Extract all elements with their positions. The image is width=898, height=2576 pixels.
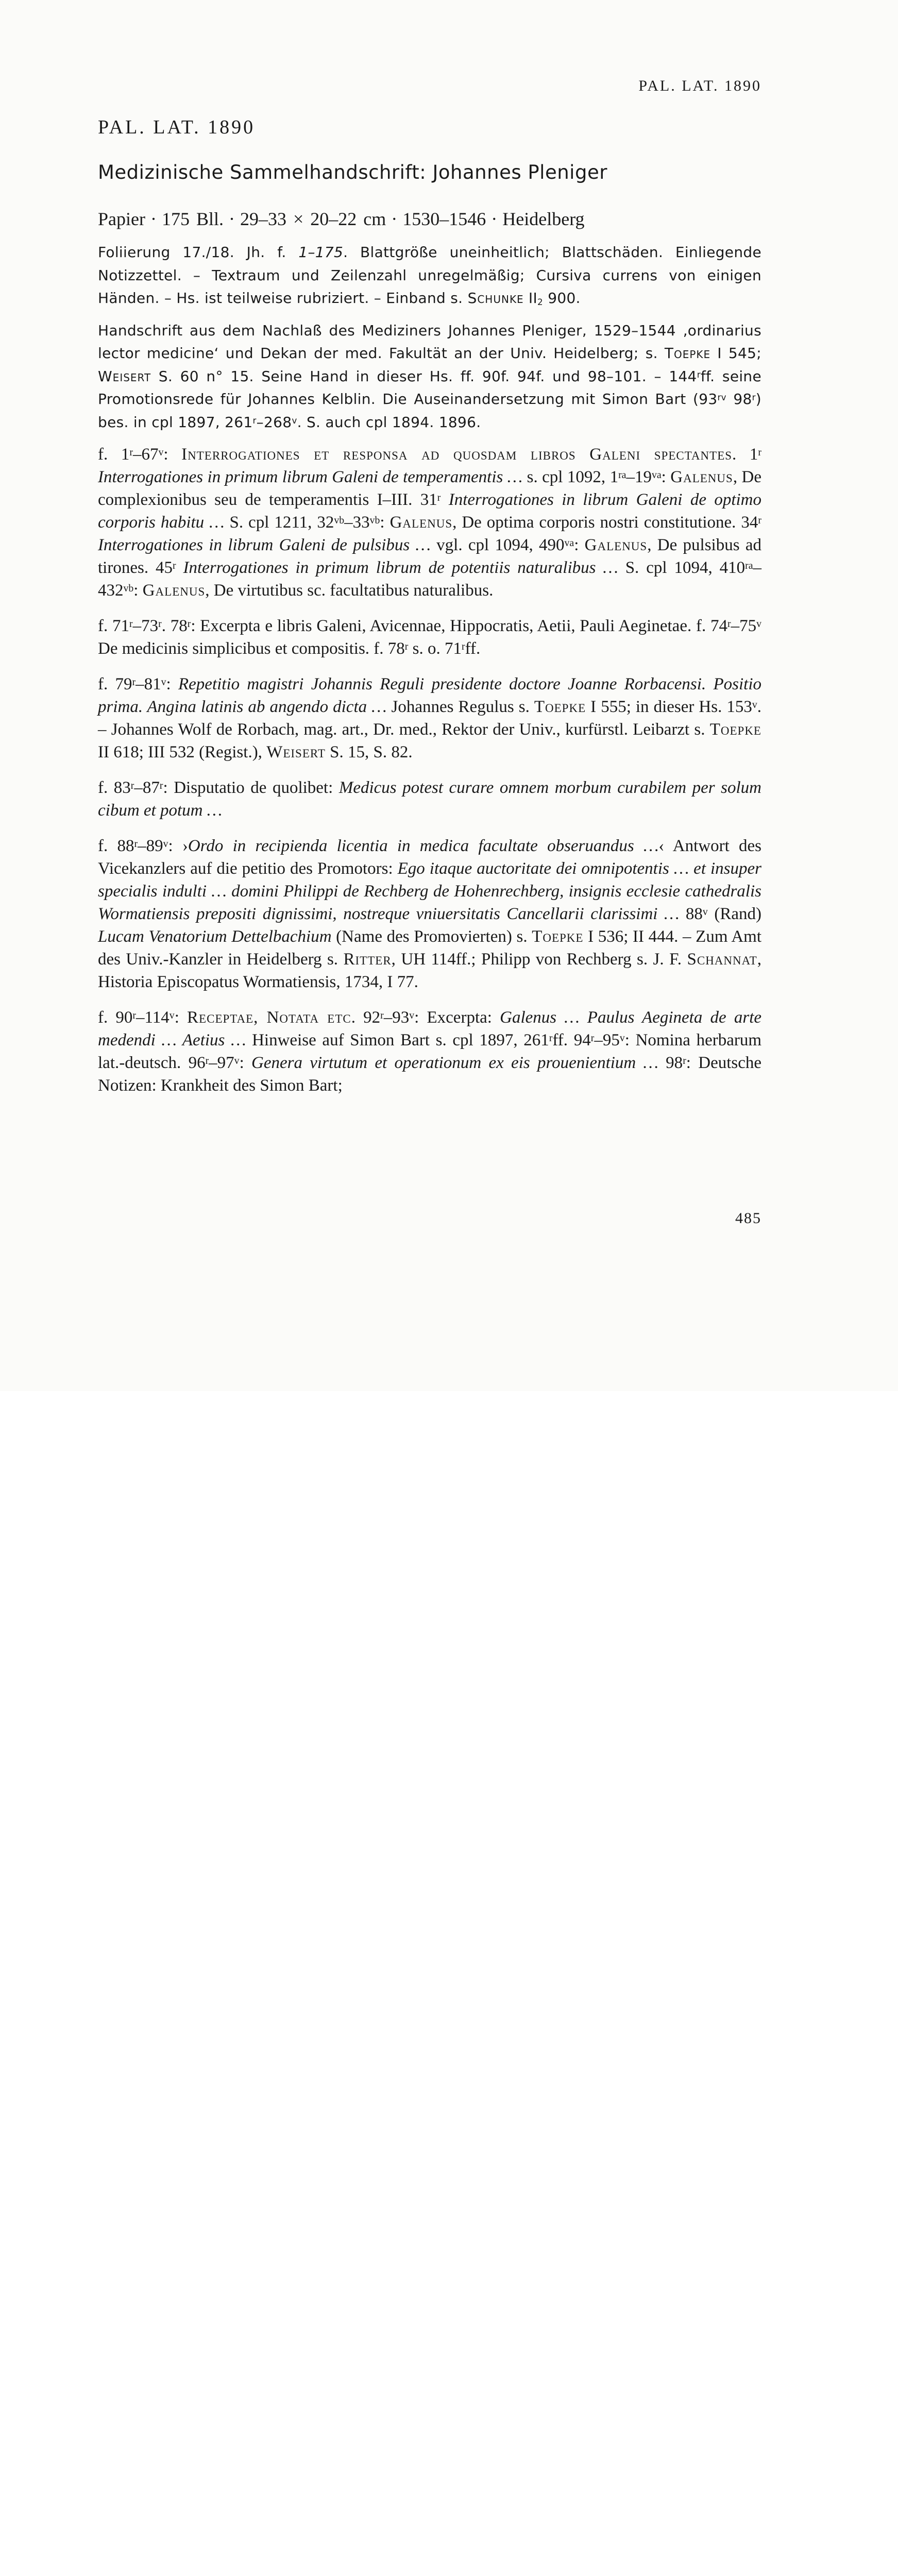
text-run: : Excerpta e libris Galeni, Avicennae, Hippocratis, Aetii, Pauli Aeginetae. f. 74 (191, 617, 728, 635)
folio-superscript: r (205, 1055, 209, 1067)
text-run: . 92 (351, 1008, 381, 1027)
italic-text: Interrogationes in librum Galeni de optimo corporis habitu … (98, 490, 762, 532)
text-run: : Excerpta: (414, 1008, 500, 1027)
leaf-count: 175 Bll. (161, 209, 224, 229)
text-run: –81 (135, 675, 161, 693)
folio-superscript: r (380, 1010, 384, 1022)
text-run: –19 (626, 468, 652, 486)
folio-superscript: v (756, 618, 761, 630)
folio-superscript: v (158, 447, 164, 459)
place: Heidelberg (502, 209, 585, 229)
folio-superscript: v (169, 1010, 175, 1022)
text-run: –67 (132, 445, 159, 464)
text-run: 900. (543, 290, 581, 307)
text-run: S. 15, S. 82. (325, 743, 413, 761)
folio-superscript: r (129, 447, 133, 459)
small-caps-reference: Interrogationes et responsa ad quosdam libros Galeni spectantes (181, 445, 733, 464)
text-run: : (166, 675, 178, 693)
folio-superscript: r (549, 1032, 553, 1044)
text-run: : Deutsche Notizen: Krankheit des Simon Bart; (98, 1054, 762, 1095)
text-run: , UH 114ff.; Philipp von Rechberg s. J. F. (391, 950, 687, 969)
text-run: I 536; II 444. – Zum Amt des Univ.-Kanzler in Heidelberg s. (98, 927, 761, 969)
separator: · (150, 209, 157, 229)
small-caps-reference: Ritter (343, 950, 392, 969)
text-run: ‹ Antwort des Vicekanzlers auf die petitio des Promotors: (98, 837, 761, 878)
text-run: 88 (679, 905, 703, 923)
content-paragraph-4 (98, 776, 761, 822)
text-run: , De pulsibus ad tirones. 45 (98, 536, 761, 577)
folio-superscript: v (409, 1010, 415, 1022)
text-run: s. o. 71 (408, 639, 462, 658)
folio-superscript: v (619, 1032, 625, 1044)
folio-superscript: r (132, 676, 136, 688)
italic-text: Ordo in recipienda licentia in medica facultate obseruandus … (188, 837, 659, 855)
material: Papier (98, 209, 145, 229)
small-caps-reference: Receptae, Notata etc (187, 1008, 351, 1027)
folio-superscript: v (702, 906, 708, 918)
text-run: (Name des Promovierten) s. (331, 927, 532, 946)
folio-superscript: ra (618, 469, 626, 481)
text-run: ff. 94 (552, 1031, 591, 1049)
text-run: –73 (132, 617, 159, 635)
text-run: 98 (658, 1054, 683, 1072)
provenance-paragraph (98, 319, 761, 434)
italic-text: Galenus … Paulus Aegineta de arte medendi … Aetius … (98, 1008, 762, 1049)
text-run: I 555; in dieser Hs. 153 (586, 698, 752, 716)
folio-superscript: r (758, 515, 761, 527)
folio-superscript: ra (745, 560, 753, 572)
dimensions: 29–33 × 20–22 cm (240, 209, 386, 229)
folio-superscript: vb (123, 583, 134, 595)
folio-superscript: r (404, 641, 409, 653)
text-run: S. 60 n° 15. Seine Hand in dieser Hs. ff. 90f. 94f. und 98–101. – 144 (151, 367, 697, 385)
folio-superscript: v (752, 699, 757, 711)
text-run: –95 (594, 1031, 620, 1049)
folio-superscript: r (758, 447, 762, 459)
text-run: II (523, 290, 538, 307)
text-run: De medicinis simplicibus et compositis. f. 78 (98, 639, 405, 658)
folio-superscript: r (132, 1010, 137, 1022)
folio-superscript: r (727, 618, 731, 630)
text-run: . S. auch cpl 1894. 1896. (297, 413, 481, 431)
italic-text: Genera virtutum et operationum ex eis prouenientium … (251, 1054, 658, 1072)
italic-text: Repetitio magistri Johannis Reguli presidente doctore Joanne Rorbacensi. Positio prima. Angina latinis ab angendo dicta … (98, 675, 761, 716)
separator: · (391, 209, 398, 229)
folio-superscript: r (130, 780, 134, 792)
manuscript-heading: Medizinische Sammelhandschrift: Johannes Pleniger (98, 161, 607, 183)
content-paragraph-6 (98, 1006, 761, 1097)
folio-superscript: r (129, 618, 133, 630)
folio-superscript: r (590, 1032, 595, 1044)
folio-superscript: r (134, 838, 138, 850)
text-run: : (661, 468, 671, 486)
small-caps-reference: Toepke (534, 698, 586, 716)
small-caps-reference: Toepke (532, 927, 584, 946)
text-run: ff. (465, 639, 481, 658)
small-caps-reference: Galenus (584, 536, 648, 554)
folio-superscript: r (252, 415, 257, 426)
content-paragraph-2 (98, 615, 761, 660)
text-run: . 78 (161, 617, 188, 635)
text-run: I 545; (710, 345, 761, 362)
text-run: –432 (98, 558, 761, 600)
catalogue-entry (98, 116, 761, 1110)
text-run: –97 (209, 1054, 234, 1072)
italic-text: Interrogationes in librum Galeni de pulsibus … (98, 536, 431, 554)
small-caps-reference: Toepke (709, 720, 761, 739)
text-run: (Rand) (707, 905, 762, 923)
text-run: Handschrift aus dem Nachlaß des Mediziners Johannes Pleniger, 1529–1544 ‚ordinarius lector medicine‘ und Dekan der med. Fakultät an der Univ. Heidelberg; s. (98, 321, 761, 362)
text-run: Johannes Regulus s. (386, 698, 534, 716)
text-run: f. 71 (98, 617, 130, 635)
subscript: 2 (537, 297, 544, 308)
small-caps-reference: Galenus (142, 581, 206, 600)
folio-superscript: r (752, 392, 756, 403)
text-run: : (239, 1054, 252, 1072)
date-range: 1530–1546 (402, 209, 486, 229)
folio-superscript: r (683, 1055, 686, 1067)
italic-text: 1–175 (298, 244, 344, 261)
text-run: , De virtutibus sc. facultatibus naturalibus. (205, 581, 494, 600)
shelfmark-title: PAL. LAT. 1890 (98, 116, 256, 138)
italic-text: Interrogationes in primum librum de potentiis naturalibus … (183, 558, 618, 577)
content-paragraph-5 (98, 835, 761, 993)
text-run: 98 (726, 391, 752, 408)
small-caps-reference: Schannat (687, 950, 757, 969)
text-run: ff. seine Promotionsrede für Johannes Kelblin. Die Auseinandersetzung mit Simon Bart (93 (98, 367, 762, 408)
small-caps-reference: Weisert (98, 367, 151, 385)
text-run: ) bes. in cpl 1897, 261 (98, 391, 761, 431)
folio-superscript: va (564, 537, 574, 549)
text-run: II 618; III 532 (Regist.), (98, 743, 267, 761)
page-number: 485 (735, 1210, 761, 1227)
text-run: . – Johannes Wolf de Rorbach, mag. art., Dr. med., Rektor der Univ., kurfürstl. Leibarzt s. (98, 698, 762, 739)
text-run: , Historia Episcopatus Wormatiensis, 1734, I 77. (98, 950, 761, 991)
folio-superscript: r (159, 780, 163, 792)
text-run: f. 83 (98, 778, 131, 797)
text-run: f. 1 (98, 445, 130, 464)
text-run: : Disputatio de quolibet: (163, 778, 339, 797)
text-run: : Nomina herbarum lat.-deutsch. 96 (98, 1031, 762, 1072)
folio-superscript: r (158, 618, 162, 630)
text-run: Hinweise auf Simon Bart s. cpl 1897, 261 (246, 1031, 549, 1049)
text-run: –87 (134, 778, 160, 797)
text-run: –75 (731, 617, 757, 635)
text-run (440, 490, 448, 509)
text-run: . Blattgröße uneinheitlich; Blattschäden. Einliegende Notizzettel. – Textraum und Zeilenzahl unregelmäßig; Cursiva currens von einigen Händen. – Hs. ist teilweise rubriziert. – Einband s. (98, 244, 761, 307)
small-caps-reference: Toepke (664, 345, 711, 362)
folio-superscript: r (461, 641, 465, 653)
folio-superscript: r (437, 492, 441, 504)
text-run: –89 (138, 837, 163, 855)
content-paragraph-3 (98, 673, 761, 764)
text-run: f. 88 (98, 837, 134, 855)
text-run: –93 (383, 1008, 410, 1027)
codicology-paragraph (98, 241, 761, 310)
running-head: PAL. LAT. 1890 (638, 77, 761, 94)
small-caps-reference: Weisert (266, 743, 326, 761)
text-run: vgl. cpl 1094, 490 (430, 536, 565, 554)
folio-superscript: r (173, 560, 176, 572)
content-paragraph-1 (98, 443, 761, 602)
text-run: : (163, 445, 182, 464)
folio-superscript: v (292, 415, 297, 426)
folio-superscript: v (161, 676, 166, 688)
text-run: . 1 (732, 445, 758, 464)
text-run: : › (168, 837, 188, 855)
separator: · (491, 209, 498, 229)
viewer-footer (0, 1391, 898, 1463)
small-caps-reference: Schunke (467, 290, 524, 307)
text-run: : (174, 1008, 188, 1027)
separator: · (228, 209, 235, 229)
text-run: : (133, 581, 143, 600)
text-run: , De complexionibus seu de temperamentis I–III. 31 (98, 468, 762, 509)
text-run: –33 (344, 513, 370, 532)
folio-superscript: v (163, 838, 168, 850)
small-caps-reference: Galenus (670, 468, 733, 486)
folio-superscript: r (697, 369, 701, 380)
text-run (176, 558, 183, 577)
italic-text: Medicus potest curare omnem morbum curabilem per solum cibum et potum … (98, 778, 762, 820)
text-run: S. cpl 1211, 32 (224, 513, 334, 532)
folio-superscript: rv (717, 392, 726, 403)
folio-superscript: vb (369, 515, 380, 527)
folio-superscript: vb (334, 515, 345, 527)
text-run: s. cpl 1092, 1 (522, 468, 619, 486)
italic-text: Lucam Venatorium Dettelbachium (98, 927, 332, 946)
text-run: S. cpl 1094, 410 (618, 558, 745, 577)
text-run: f. 79 (98, 675, 132, 693)
small-caps-reference: Galenus (389, 513, 453, 532)
text-run: f. 90 (98, 1008, 133, 1027)
text-run: : (574, 536, 585, 554)
text-run: : (380, 513, 390, 532)
text-run: , De optima corporis nostri constitutione. 34 (452, 513, 758, 532)
physical-description (98, 208, 761, 230)
text-run: –114 (136, 1008, 170, 1027)
text-run: –268 (256, 413, 292, 431)
folio-superscript: v (234, 1055, 240, 1067)
folio-superscript: va (651, 469, 662, 481)
italic-text: Interrogationes in primum librum Galeni de temperamentis … (98, 468, 523, 486)
text-run: Foliierung 17./18. Jh. f. (98, 244, 299, 261)
italic-text: Ego itaque auctoritate dei omnipotentis … et insuper specialis indulti … domini Philippi de Rechberg de Hohenrechberg, insignis ecclesie cathedralis Wormatiensis prepositi dignissimi, nostreque vniuersitatis Cancellarii clarissimi … (98, 859, 761, 923)
folio-superscript: r (187, 618, 191, 630)
